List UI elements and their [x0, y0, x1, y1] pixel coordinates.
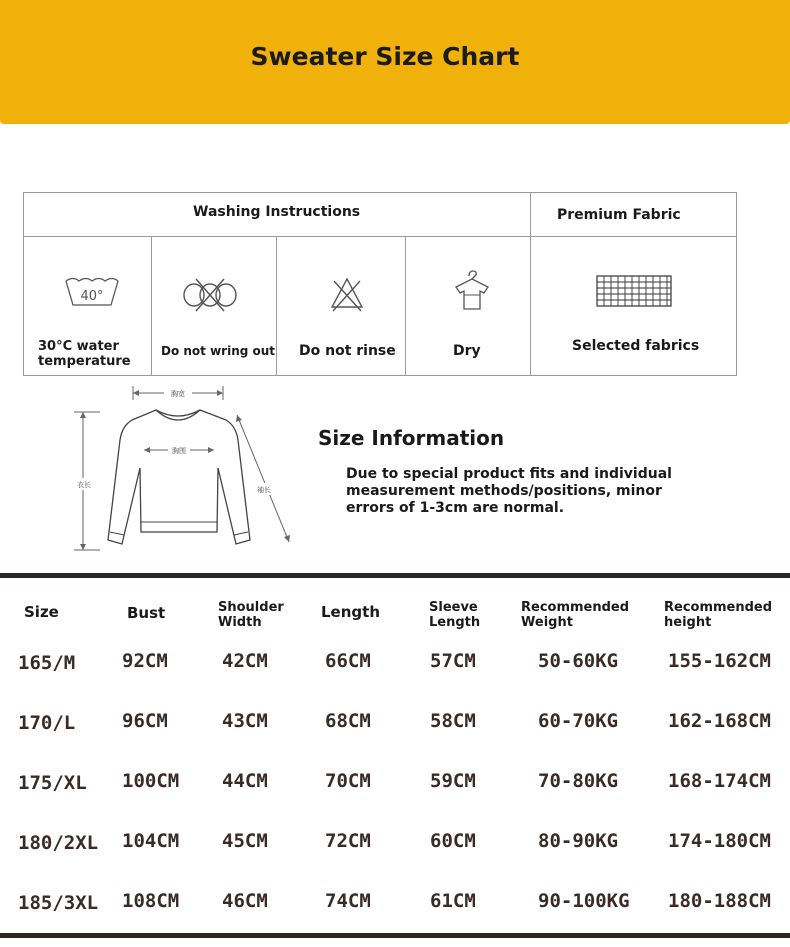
size-info-body: Due to special product fits and individual measurement methods/positions, minor errors of 1-3cm are normal. — [346, 466, 672, 516]
header-length: Length — [321, 603, 380, 621]
do-not-wring-label: Do not wring out — [161, 344, 276, 358]
header-shoulder-width: Shoulder Width — [218, 600, 284, 630]
selected-fabrics-label: Selected fabrics — [572, 338, 700, 354]
cell-weight: 50-60KG — [538, 650, 619, 672]
cell-size: 170/L — [18, 712, 76, 734]
svg-text:40°: 40° — [80, 289, 104, 304]
cell-shoulder-width: 42CM — [222, 650, 268, 672]
cell-bust: 100CM — [122, 770, 180, 792]
header-size: Size — [24, 603, 59, 621]
cell-weight: 90-100KG — [538, 890, 630, 912]
size-info-title: Size Information — [318, 426, 505, 450]
cell-length: 68CM — [325, 710, 371, 732]
table-divider — [405, 236, 406, 375]
cell-length: 66CM — [325, 650, 371, 672]
chest-width-label: 胸宽 — [171, 390, 185, 398]
do-not-wring-icon — [182, 275, 238, 313]
bust-label: 胸围 — [172, 447, 186, 455]
cell-shoulder-width: 43CM — [222, 710, 268, 732]
cell-shoulder-width: 44CM — [222, 770, 268, 792]
cell-bust: 104CM — [122, 830, 180, 852]
header-recommended-height: Recommended height — [664, 600, 773, 630]
page-title: Sweater Size Chart — [250, 42, 520, 71]
cell-sleeve-length: 59CM — [430, 770, 476, 792]
washing-instructions-heading: Washing Instructions — [193, 204, 361, 220]
cell-height: 162-168CM — [668, 710, 771, 732]
cell-length: 70CM — [325, 770, 371, 792]
cell-sleeve-length: 58CM — [430, 710, 476, 732]
header-sleeve-length: Sleeve Length — [429, 600, 481, 630]
header-recommended-weight: Recommended Weight — [521, 600, 630, 630]
cell-length: 74CM — [325, 890, 371, 912]
sweater-diagram — [60, 382, 300, 562]
cell-height: 180-188CM — [668, 890, 771, 912]
washtub-40-icon — [64, 275, 120, 309]
header-bust: Bust — [127, 604, 166, 622]
cell-sleeve-length: 61CM — [430, 890, 476, 912]
cell-weight: 70-80KG — [538, 770, 619, 792]
cell-sleeve-length: 57CM — [430, 650, 476, 672]
wash-temp-label: 30°C water temperature — [38, 339, 131, 369]
washing-instructions-table — [23, 192, 737, 376]
cell-size: 180/2XL — [18, 832, 99, 854]
table-top-rule — [0, 573, 790, 578]
cell-shoulder-width: 45CM — [222, 830, 268, 852]
dry-label: Dry — [453, 343, 481, 359]
cell-shoulder-width: 46CM — [222, 890, 268, 912]
sleeve-label: 袖长 — [257, 486, 271, 494]
hang-dry-icon — [452, 269, 492, 315]
table-divider — [530, 193, 531, 375]
fabric-grid-icon — [596, 275, 672, 307]
cell-sleeve-length: 60CM — [430, 830, 476, 852]
cell-length: 72CM — [325, 830, 371, 852]
cell-bust: 92CM — [122, 650, 168, 672]
cell-height: 168-174CM — [668, 770, 771, 792]
cell-size: 185/3XL — [18, 892, 99, 914]
cell-height: 174-180CM — [668, 830, 771, 852]
cell-weight: 80-90KG — [538, 830, 619, 852]
table-divider — [276, 236, 277, 375]
length-label: 衣长 — [77, 481, 91, 489]
do-not-bleach-icon — [328, 273, 366, 313]
cell-bust: 108CM — [122, 890, 180, 912]
cell-weight: 60-70KG — [538, 710, 619, 732]
cell-height: 155-162CM — [668, 650, 771, 672]
table-divider — [24, 236, 736, 237]
cell-size: 165/M — [18, 652, 76, 674]
header-banner — [0, 0, 790, 124]
table-divider — [151, 236, 152, 375]
do-not-rinse-label: Do not rinse — [299, 343, 396, 359]
premium-fabric-heading: Premium Fabric — [557, 207, 681, 223]
cell-size: 175/XL — [18, 772, 87, 794]
table-bottom-rule — [0, 933, 790, 938]
cell-bust: 96CM — [122, 710, 168, 732]
